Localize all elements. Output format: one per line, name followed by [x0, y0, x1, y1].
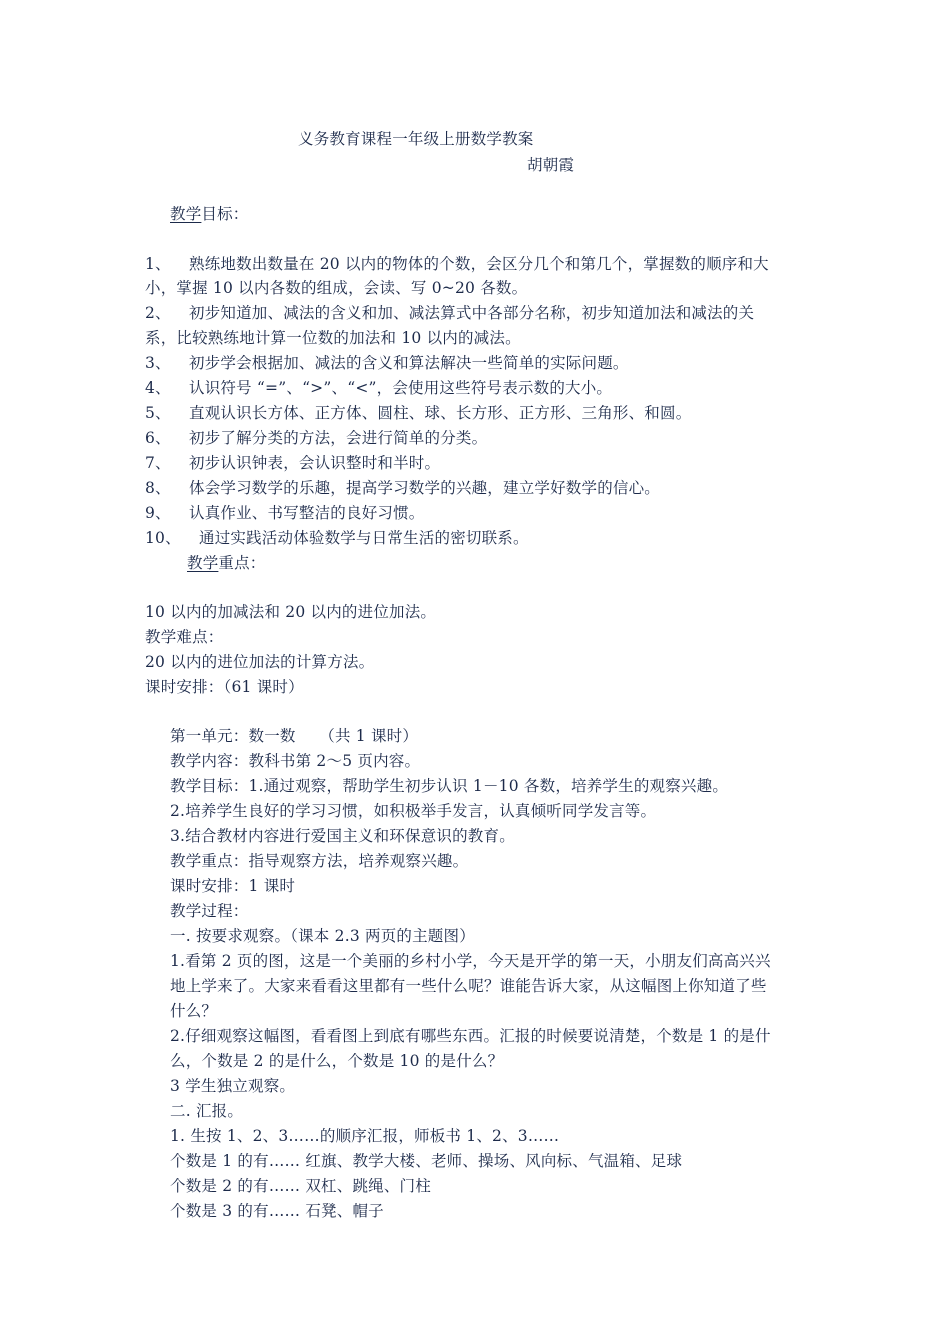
goal-number: 1、	[145, 255, 171, 273]
goal-number: 10、	[145, 529, 181, 547]
unit-line: 第一单元：数一数 （共 1 课时）	[170, 727, 419, 745]
key-point: 10 以内的加减法和 20 以内的进位加法。	[145, 603, 437, 621]
goal-number: 4、	[145, 379, 171, 397]
goal-item-7	[145, 453, 440, 473]
goal-item-3	[145, 353, 629, 373]
unit-line: 教学目标：1.通过观察，帮助学生初步认识 1－10 各数，培养学生的观察兴趣。	[170, 777, 729, 795]
goal-text: 通过实践活动体验数学与日常生活的密切联系。	[199, 529, 529, 547]
goal-number: 7、	[145, 454, 171, 472]
author-name: 胡朝霞	[527, 156, 575, 174]
unit-line: 地上学来了。大家来看看这里都有一些什么呢？谁能告诉大家，从这幅图上你知道了些	[170, 977, 767, 995]
goal-number: 5、	[145, 404, 171, 422]
unit-line: 教学过程：	[170, 902, 249, 920]
goal-text: 体会学习数学的乐趣，提高学习数学的兴趣，建立学好数学的信心。	[189, 479, 661, 497]
key-heading-underlined: 教学	[187, 554, 219, 572]
unit-line: 什么？	[170, 1002, 218, 1020]
unit-line: 二. 汇报。	[170, 1102, 244, 1120]
goals-heading	[170, 204, 249, 224]
unit-line: 一. 按要求观察。（课本 2.3 两页的主题图）	[170, 927, 475, 945]
unit-line: 3 学生独立观察。	[170, 1077, 296, 1095]
goal-item-2-cont: 系，比较熟练地计算一位数的加法和 10 以内的减法。	[145, 329, 521, 347]
difficulty-heading: 教学难点：	[145, 628, 224, 646]
goals-heading-underlined: 教学	[170, 205, 202, 223]
unit-line: 教学内容：教科书第 2～5 页内容。	[170, 752, 421, 770]
unit-line: 2.培养学生良好的学习习惯，如积极举手发言，认真倾听同学发言等。	[170, 802, 657, 820]
goal-text: 认识符号 “=”、“>”、“<”，会使用这些符号表示数的大小。	[189, 379, 613, 397]
unit-line: 么，个数是 2 的是什么，个数是 10 的是什么？	[170, 1052, 504, 1070]
goal-item-8	[145, 478, 660, 498]
goal-text: 初步学会根据加、减法的含义和算法解决一些简单的实际问题。	[189, 354, 629, 372]
goal-text: 认真作业、书写整洁的良好习惯。	[189, 504, 425, 522]
unit-line: 3.结合教材内容进行爱国主义和环保意识的教育。	[170, 827, 515, 845]
goal-number: 8、	[145, 479, 171, 497]
goal-item-9	[145, 503, 425, 523]
goal-number: 3、	[145, 354, 171, 372]
unit-line: 个数是 1 的有…… 红旗、教学大楼、老师、操场、风向标、气温箱、足球	[170, 1152, 683, 1170]
schedule-text: 课时安排：（61 课时）	[145, 678, 304, 696]
goal-item-2	[145, 303, 754, 323]
goal-item-10	[145, 528, 529, 548]
goal-item-1	[145, 254, 769, 274]
goal-item-4	[145, 378, 612, 398]
goal-item-6	[145, 428, 487, 448]
unit-line: 1. 生按 1、2、3……的顺序汇报，师板书 1、2、3……	[170, 1127, 560, 1145]
unit-line: 个数是 3 的有…… 石凳、帽子	[170, 1202, 384, 1220]
goal-number: 6、	[145, 429, 171, 447]
key-heading-rest: 重点：	[218, 554, 266, 572]
goal-text: 初步认识钟表，会认识整时和半时。	[189, 454, 441, 472]
unit-line: 课时安排：1 课时	[170, 877, 296, 895]
unit-line: 2.仔细观察这幅图，看看图上到底有哪些东西。汇报的时候要说清楚，个数是 1 的是什	[170, 1027, 771, 1045]
document-title: 义务教育课程一年级上册数学教案	[298, 130, 534, 148]
goal-text: 直观认识长方体、正方体、圆柱、球、长方形、正方形、三角形、和圆。	[189, 404, 692, 422]
goal-number: 2、	[145, 304, 171, 322]
key-heading	[187, 553, 266, 573]
unit-line: 教学重点：指导观察方法，培养观察兴趣。	[170, 852, 469, 870]
difficulty-text: 20 以内的进位加法的计算方法。	[145, 653, 375, 671]
goal-number: 9、	[145, 504, 171, 522]
goals-heading-rest: 目标：	[201, 205, 249, 223]
goal-item-1-cont: 小，掌握 10 以内各数的组成，会读、写 0~20 各数。	[145, 279, 528, 297]
goal-text: 初步了解分类的方法，会进行简单的分类。	[189, 429, 488, 447]
unit-line: 1.看第 2 页的图，这是一个美丽的乡村小学，今天是开学的第一天，小朋友们高高兴兴	[170, 952, 771, 970]
goal-item-5	[145, 403, 691, 423]
goal-text: 初步知道加、减法的含义和加、减法算式中各部分名称，初步知道加法和减法的关	[189, 304, 755, 322]
unit-line: 个数是 2 的有…… 双杠、跳绳、门柱	[170, 1177, 431, 1195]
goal-text: 熟练地数出数量在 20 以内的物体的个数，会区分几个和第几个，掌握数的顺序和大	[189, 255, 769, 273]
